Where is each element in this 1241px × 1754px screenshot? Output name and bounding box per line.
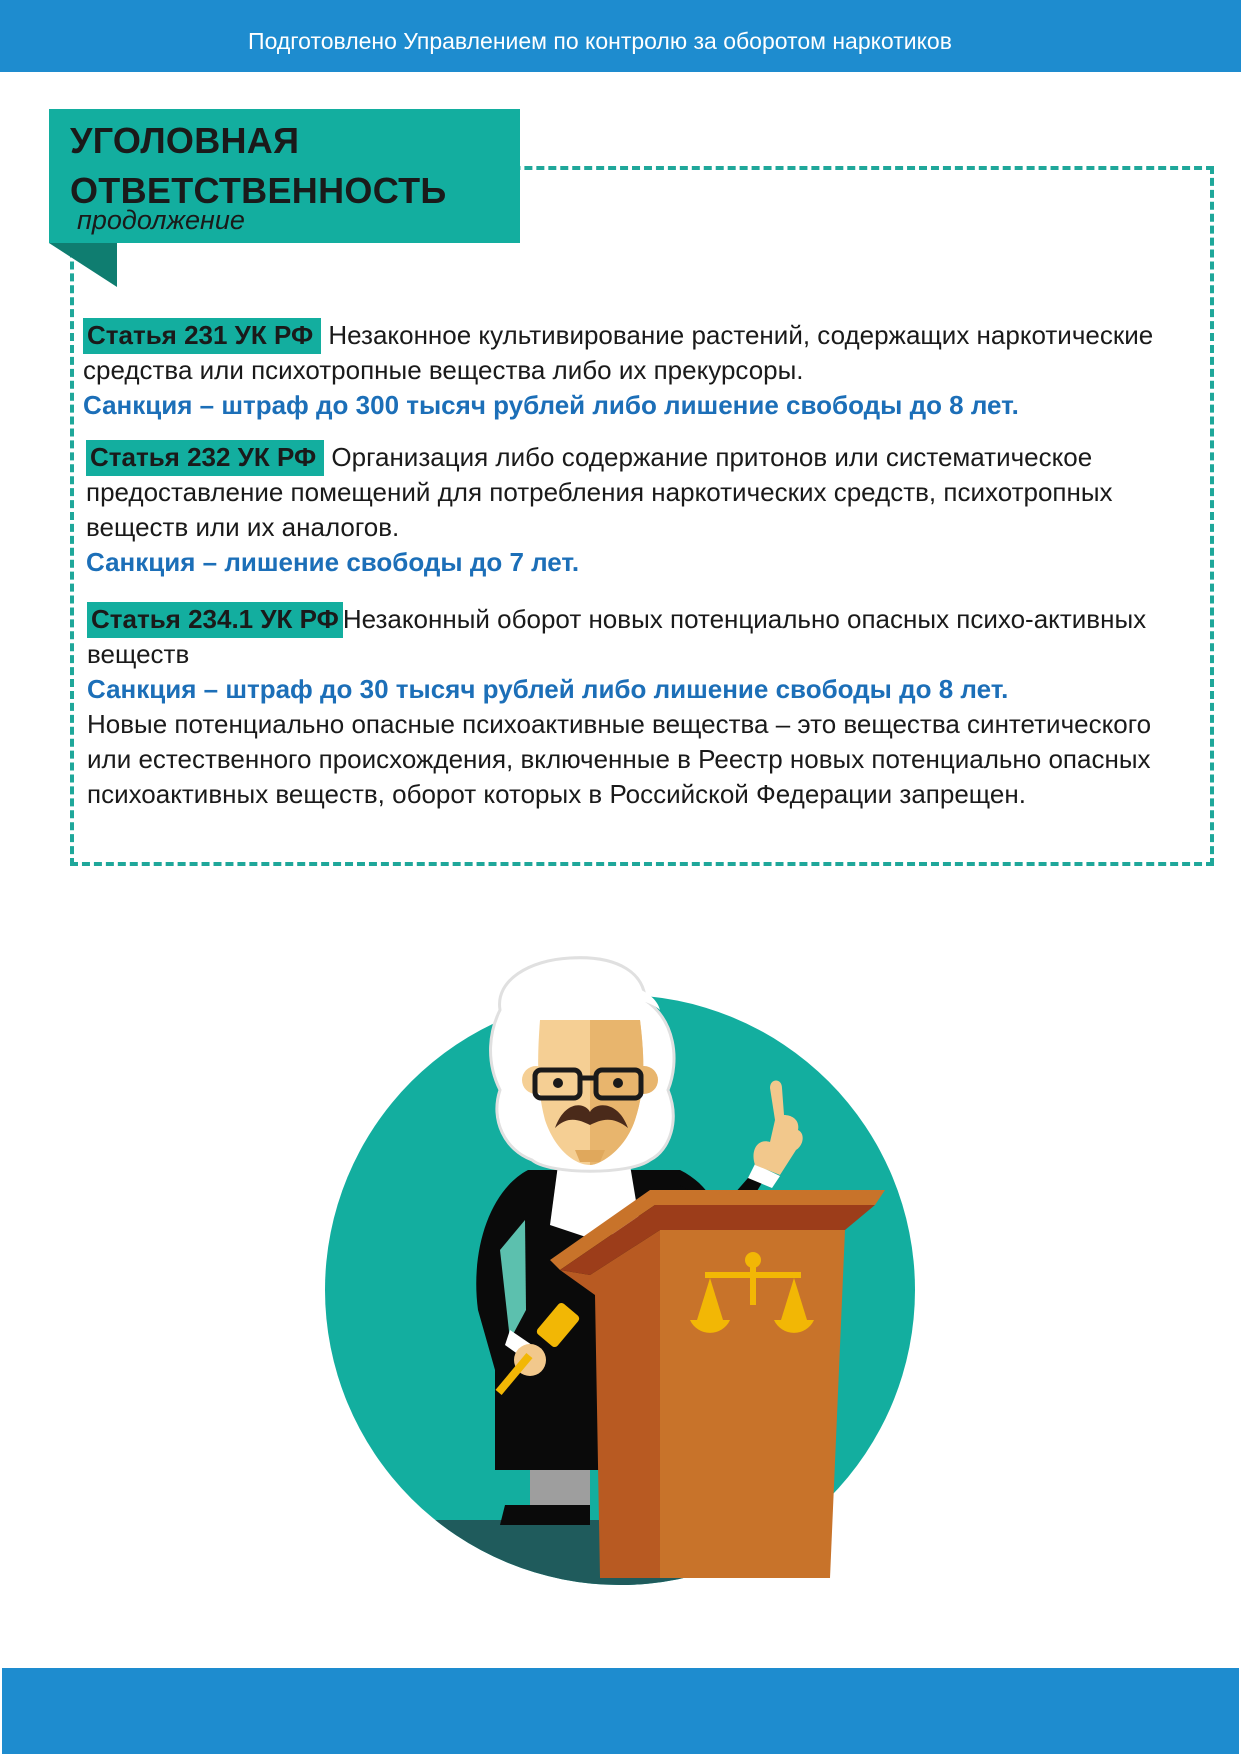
judge-shoe bbox=[500, 1505, 590, 1525]
article-234-1-sanction: Санкция – штраф до 30 тысяч рублей либо лишение свободы до 8 лет. bbox=[87, 674, 1009, 704]
article-234-1 bbox=[87, 602, 1197, 812]
article-231-tag: Статья 231 УК РФ bbox=[83, 318, 321, 354]
title-banner-fold bbox=[49, 243, 117, 287]
article-234-1-tag: Статья 234.1 УК РФ bbox=[87, 602, 343, 638]
article-234-1-text: Незаконный оборот новых потенциально опасных психо-активных веществ bbox=[87, 604, 1147, 669]
judge-chin bbox=[575, 1150, 605, 1162]
article-232-tag: Статья 232 УК РФ bbox=[86, 440, 324, 476]
page-subtitle: продолжение bbox=[77, 205, 245, 235]
page-title bbox=[70, 116, 510, 216]
judge-trousers bbox=[530, 1470, 590, 1505]
article-232-text: Организация либо содержание притонов или систематическое предоставление помещений для потребления наркотических средств, психотропных веществ или их аналогов. bbox=[86, 442, 1113, 542]
page-title-line1: УГОЛОВНАЯ bbox=[70, 120, 300, 161]
article-231 bbox=[83, 318, 1203, 423]
article-234-1-note: Новые потенциально опасные психоактивные вещества – это вещества синтетического или естественного происхождения, включенные в Реестр новых потенциально опасных психоактивных веществ, оборот которых в Российской Федерации запрещен. bbox=[87, 709, 1152, 809]
judge-at-podium-icon bbox=[300, 950, 940, 1600]
article-231-sanction: Санкция – штраф до 300 тысяч рублей либо лишение свободы до 8 лет. bbox=[83, 390, 1019, 420]
article-232 bbox=[86, 440, 1206, 580]
article-232-sanction: Санкция – лишение свободы до 7 лет. bbox=[86, 547, 580, 577]
header-bar bbox=[0, 0, 1241, 72]
page-title-line2: ОТВЕТСТВЕННОСТЬ bbox=[70, 170, 447, 211]
footer-bar bbox=[2, 1668, 1239, 1754]
article-231-text: Незаконное культивирование растений, содержащих наркотические средства или психотропные вещества либо их прекурсоры. bbox=[83, 320, 1154, 385]
header-text: Подготовлено Управлением по контролю за оборотом наркотиков bbox=[248, 28, 952, 54]
